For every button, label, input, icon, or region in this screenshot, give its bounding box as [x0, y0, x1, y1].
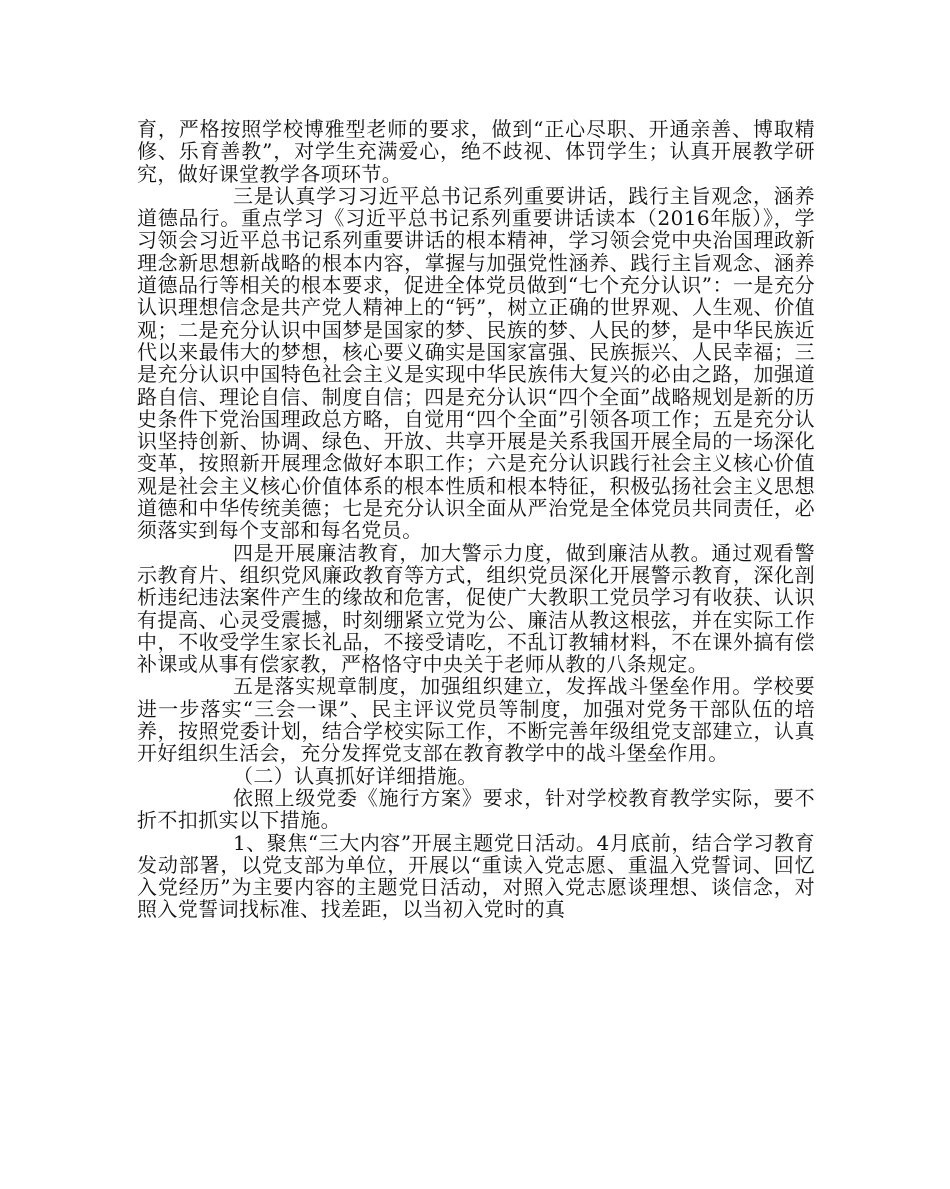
paragraph-2: 三是认真学习习近平总书记系列重要讲话，践行主旨观念，涵养道德品行。重点学习《习近平总书记系列重要讲话读本（2016年版）》，学习领会习近平总书记系列重要讲话的根本精神，学习领会党中央治国理政新理念新思想新战略的根本内容，掌握与加强党性涵养、践行主旨观念、涵养道德品行等相关的根本要求，促进全体党员做到“七个充分认识”：一是充分认识理想信念是共产党人精神上的“钙”，树立正确的世界观、人生观、价值观；二是充分认识中国梦是国家的梦、民族的梦、人民的梦，是中华民族近代以来最伟大的梦想，核心要义确实是国家富强、民族振兴、人民幸福；三是充分认识中国特色社会主义是实现中华民族伟大复兴的必由之路，加强道路自信、理论自信、制度自信；四是充分认识“四个全面”战略规划是新的历史条件下党治国理政总方略，自觉用“四个全面”引领各项工作；五是充分认识坚持创新、协调、绿色、开放、共享开展是关系我国开展全局的一场深化变革，按照新开展理念做好本职工作；六是充分认识践行社会主义核心价值观是社会主义核心价值体系的根本性质和根本特征，积极弘扬社会主义思想道德和中华传统美德；七是充分认识全面从严治党是全体党员共同责任，必须落实到每个支部和每名党员。 — [137, 183, 815, 543]
paragraph-5: 依照上级党委《施行方案》要求，针对学校教育教学实际，要不折不扣抓实以下措施。 — [137, 785, 815, 833]
document-body — [137, 118, 815, 921]
paragraph-3: 四是开展廉洁教育，加大警示力度，做到廉洁从教。通过观看警示教育片、组织党风廉政教育等方式，组织党员深化开展警示教育，深化剖析违纪违法案件产生的缘故和危害，促使广大教职工党员学习有收获、认识有提高、心灵受震撼，时刻绷紧立党为公、廉洁从教这根弦，并在实际工作中，不收受学生家长礼品，不接受请吃，不乱订教辅材料，不在课外搞有偿补课或从事有偿家教，严格恪守中央关于老师从教的八条规定。 — [137, 540, 815, 677]
section-heading: （二）认真抓好详细措施。 — [233, 763, 478, 788]
paragraph-6: 1、聚焦“三大内容”开展主题党日活动。4月底前，结合学习教育发动部署，以党支部为单位，开展以“重读入党志愿、重温入党誓词、回忆入党经历”为主要内容的主题党日活动，对照入党志愿谈理想、谈信念，对照入党誓词找标准、找差距，以当初入党时的真 — [137, 830, 815, 922]
paragraph-4: 五是落实规章制度，加强组织建立，发挥战斗堡垒作用。学校要进一步落实“三会一课”、民主评议党员等制度，加强对党务干部队伍的培养，按照党委计划，结合学校实际工作，不断完善年级组党支部建立，认真开好组织生活会，充分发挥党支部在教育教学中的战斗堡垒作用。 — [137, 674, 815, 766]
paragraph-1: 育，严格按照学校博雅型老师的要求，做到“正心尽职、开通亲善、博取精修、乐育善教”，对学生充满爱心，绝不歧视、体罚学生；认真开展教学研究，做好课堂教学各项环节。 — [137, 117, 815, 186]
